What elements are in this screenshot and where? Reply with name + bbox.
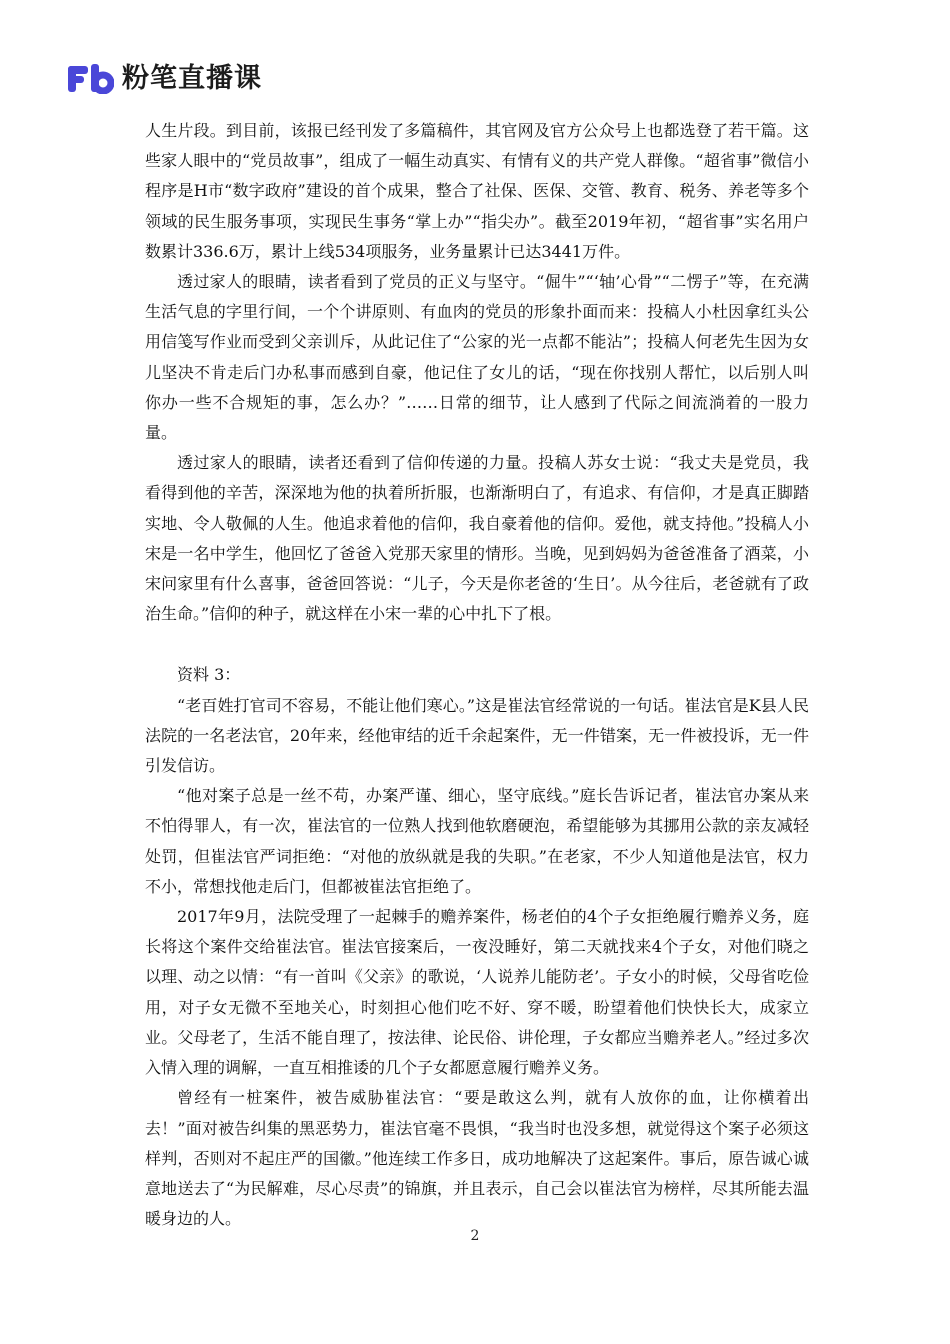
section-paragraph-4: 曾经有一桩案件，被告威胁崔法官：“要是敢这么判，就有人放你的血，让你横着出去！”面对被告纠集的黑恶势力，崔法官毫不畏惧，“我当时也没多想，就觉得这个案子必须这样判，否则对不起庄严的国徽。”他连续工作多日，成功地解决了这起案件。事后，原告诚心诚意地送去了“为民解难，尽心尽责”的锦旗，并且表示，自己会以崔法官为榜样，尽其所能去温暖身边的人。 [145,1088,809,1229]
brand-logo [68,62,262,96]
paragraph-1: 人生片段。到目前，该报已经刊发了多篇稿件，其官网及官方公众号上也都选登了若干篇。这些家人眼中的“党员故事”，组成了一幅生动真实、有情有义的共产党人群像。“超省事”微信小程序是H市“数字政府”建设的首个成果，整合了社保、医保、交管、教育、税务、养老等多个领域的民生服务事项，实现民生事务“掌上办”“指尖办”。截至2019年初，“超省事”实名用户数累计336.6万，累计上线534项服务，业务量累计已达3441万件。 [145,121,809,261]
document-body [145,116,809,1234]
page-number: 2 [470,1228,480,1244]
section-paragraph-2: “他对案子总是一丝不苟，办案严谨、细心，坚守底线。”庭长告诉记者，崔法官办案从来不怕得罪人，有一次，崔法官的一位熟人找到他软磨硬泡，希望能够为其挪用公款的亲友减轻处罚，但崔法官严词拒绝：“对他的放纵就是我的失职。”在老家，不少人知道他是法官，权力不小，常想找他走后门，但都被崔法官拒绝了。 [145,786,809,896]
brand-name: 粉笔直播课 [122,63,262,94]
paragraph-3: 透过家人的眼睛，读者还看到了信仰传递的力量。投稿人苏女士说：“我丈夫是党员，我看得到他的辛苦，深深地为他的执着所折服，也渐渐明白了，有追求、有信仰，才是真正脚踏实地、令人敬佩的人生。他追求着他的信仰，我自豪着他的信仰。爱他，就支持他。”投稿人小宋是一名中学生，他回忆了爸爸入党那天家里的情形。当晚，见到妈妈为爸爸准备了酒菜，小宋问家里有什么喜事，爸爸回答说：“儿子，今天是你老爸的‘生日’。从今往后，老爸就有了政治生命。”信仰的种子，就这样在小宋一辈的心中扎下了根。 [145,453,809,624]
section-spacer [145,629,809,660]
fenbi-logo-icon [68,64,114,94]
paragraph-2: 透过家人的眼睛，读者看到了党员的正义与坚守。“倔牛”“‘轴’心骨”“二愣子”等，在充满生活气息的字里行间，一个个讲原则、有血肉的党员的形象扑面而来：投稿人小杜因拿红头公用信笺写作业而受到父亲训斥，从此记住了“公家的光一点都不能沾”；投稿人何老先生因为女儿坚决不肯走后门办私事而感到自豪，他记住了女儿的话，“现在你找别人帮忙，以后别人叫你办一些不合规矩的事，怎么办？”……日常的细节，让人感到了代际之间流淌着的一股力量。 [145,272,809,443]
section-paragraph-3: 2017年9月，法院受理了一起棘手的赡养案件，杨老伯的4个子女拒绝履行赡养义务，庭长将这个案件交给崔法官。崔法官接案后，一夜没睡好，第二天就找来4个子女，对他们晓之以理、动之以情：“有一首叫《父亲》的歌说，‘人说养儿能防老’。子女小的时候，父母省吃俭用，对子女无微不至地关心，时刻担心他们吃不好、穿不暖，盼望着他们快快长大，成家立业。父母老了，生活不能自理了，按法律、论民俗、讲伦理，子女都应当赡养老人。”经过多次入情入理的调解，一直互相推诿的几个子女都愿意履行赡养义务。 [145,907,809,1078]
section-title: 资料 3： [177,665,241,685]
section-paragraph-1: “老百姓打官司不容易，不能让他们寒心。”这是崔法官经常说的一句话。崔法官是K县人民法院的一名老法官，20年来，经他审结的近千余起案件，无一件错案，无一件被投诉，无一件引发信访。 [145,695,809,776]
